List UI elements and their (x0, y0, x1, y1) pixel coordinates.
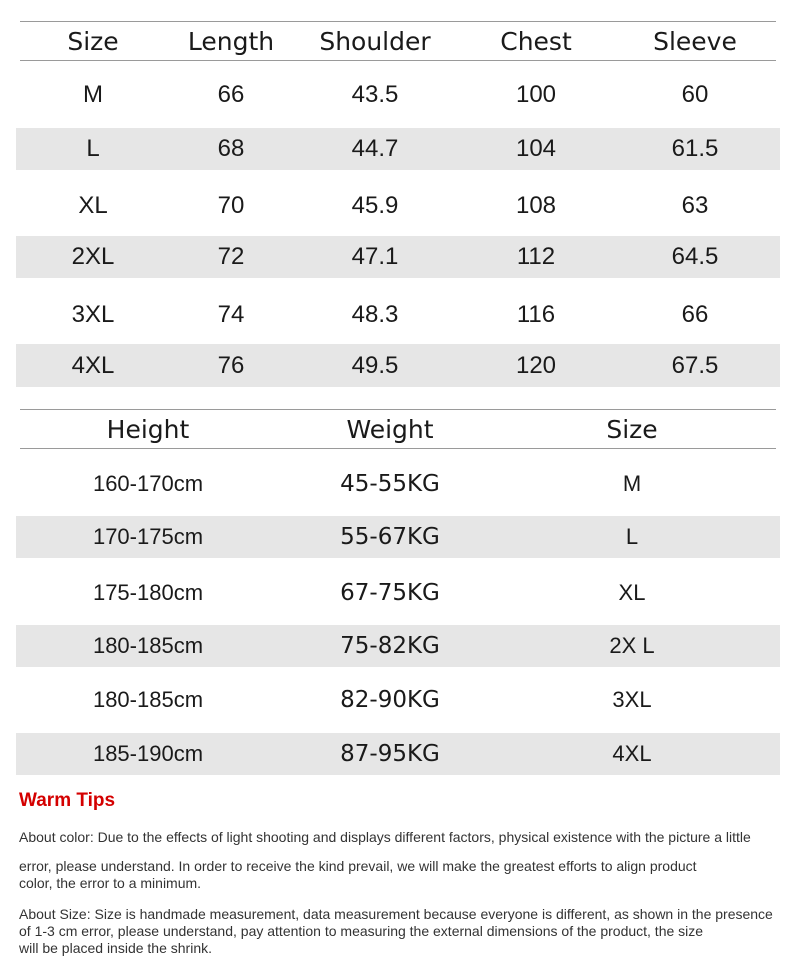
cell-size: L (86, 135, 100, 162)
header-length: Length (187, 26, 275, 56)
fit-table-header-row (16, 410, 780, 448)
table-row (16, 516, 780, 558)
size-table-header-rule (20, 60, 776, 61)
cell-size: 2X L (609, 633, 655, 658)
header-chest: Chest (500, 26, 572, 56)
cell-weight: 75-82KG (340, 633, 440, 659)
cell-size: 4XL (612, 741, 652, 766)
header-height: Height (106, 414, 190, 444)
cell-height: 175-180cm (92, 580, 204, 605)
cell-weight: 87-95KG (340, 741, 440, 767)
cell-size: M (622, 471, 642, 496)
header-sleeve: Sleeve (653, 26, 737, 56)
header-size: Size (606, 414, 658, 444)
cell-length: 76 (217, 351, 245, 379)
color-tip-line-1: About color: Due to the effects of light shooting and displays different factors, physical existence with the picture a little (19, 829, 751, 845)
cell-shoulder: 45.9 (351, 192, 399, 219)
cell-shoulder: 44.7 (351, 135, 399, 162)
cell-length: 74 (217, 301, 245, 328)
cell-height: 170-175cm (92, 524, 204, 549)
cell-shoulder: 47.1 (351, 243, 399, 270)
cell-size: 4XL (71, 351, 115, 379)
table-row (16, 458, 780, 510)
cell-height: 180-185cm (92, 633, 204, 658)
cell-weight: 82-90KG (340, 687, 440, 713)
table-row (16, 236, 780, 278)
table-row (16, 290, 780, 340)
fit-table-header-rule (20, 448, 776, 449)
header-weight: Weight (346, 414, 434, 444)
table-row (16, 674, 780, 726)
cell-sleeve: 67.5 (671, 351, 719, 379)
table-row (16, 733, 780, 775)
cell-height: 160-170cm (92, 471, 204, 496)
cell-length: 72 (217, 243, 245, 270)
size-tip-line-1: About Size: Size is handmade measurement, data measurement because everyone is different, as shown in the presence (19, 906, 773, 922)
color-tip-line-3: color, the error to a minimum. (19, 875, 202, 891)
cell-sleeve: 60 (681, 81, 709, 108)
cell-size: L (625, 524, 639, 549)
cell-length: 70 (217, 192, 245, 219)
size-tip-line-3: will be placed inside the shrink. (19, 940, 212, 956)
cell-weight: 55-67KG (340, 524, 440, 550)
cell-size: XL (618, 580, 646, 605)
table-row (16, 180, 780, 232)
cell-chest: 116 (516, 301, 556, 328)
header-shoulder: Shoulder (319, 26, 431, 56)
table-row (16, 70, 780, 120)
cell-chest: 100 (515, 81, 557, 108)
cell-size: 2XL (71, 243, 115, 270)
header-size: Size (67, 26, 119, 56)
cell-shoulder: 48.3 (351, 301, 399, 328)
cell-height: 180-185cm (92, 687, 204, 712)
cell-shoulder: 49.5 (351, 351, 399, 379)
warm-tips-title: Warm Tips (19, 790, 116, 811)
cell-chest: 104 (515, 135, 557, 162)
cell-weight: 45-55KG (340, 471, 440, 497)
cell-shoulder: 43.5 (351, 81, 399, 108)
color-tip-line-2: error, please understand. In order to receive the kind prevail, we will make the greatest efforts to align product (19, 858, 697, 874)
cell-chest: 112 (516, 243, 556, 270)
cell-size: 3XL (612, 687, 652, 712)
cell-sleeve: 64.5 (671, 243, 719, 270)
size-table-header-row (16, 22, 780, 60)
cell-size: 3XL (71, 301, 115, 328)
cell-size: XL (78, 192, 108, 219)
cell-size: M (83, 81, 103, 108)
cell-length: 68 (217, 135, 245, 162)
cell-chest: 120 (515, 351, 557, 379)
cell-sleeve: 61.5 (671, 135, 719, 162)
table-row (16, 344, 780, 387)
cell-weight: 67-75KG (340, 580, 440, 606)
cell-sleeve: 66 (681, 301, 709, 328)
cell-sleeve: 63 (681, 192, 709, 219)
cell-chest: 108 (515, 192, 557, 219)
cell-height: 185-190cm (92, 741, 204, 766)
table-row (16, 566, 780, 620)
cell-length: 66 (217, 81, 245, 108)
table-row (16, 128, 780, 170)
size-tip-line-2: of 1-3 cm error, please understand, pay attention to measuring the external dimensions of the product, the size (19, 923, 704, 939)
table-row (16, 625, 780, 667)
